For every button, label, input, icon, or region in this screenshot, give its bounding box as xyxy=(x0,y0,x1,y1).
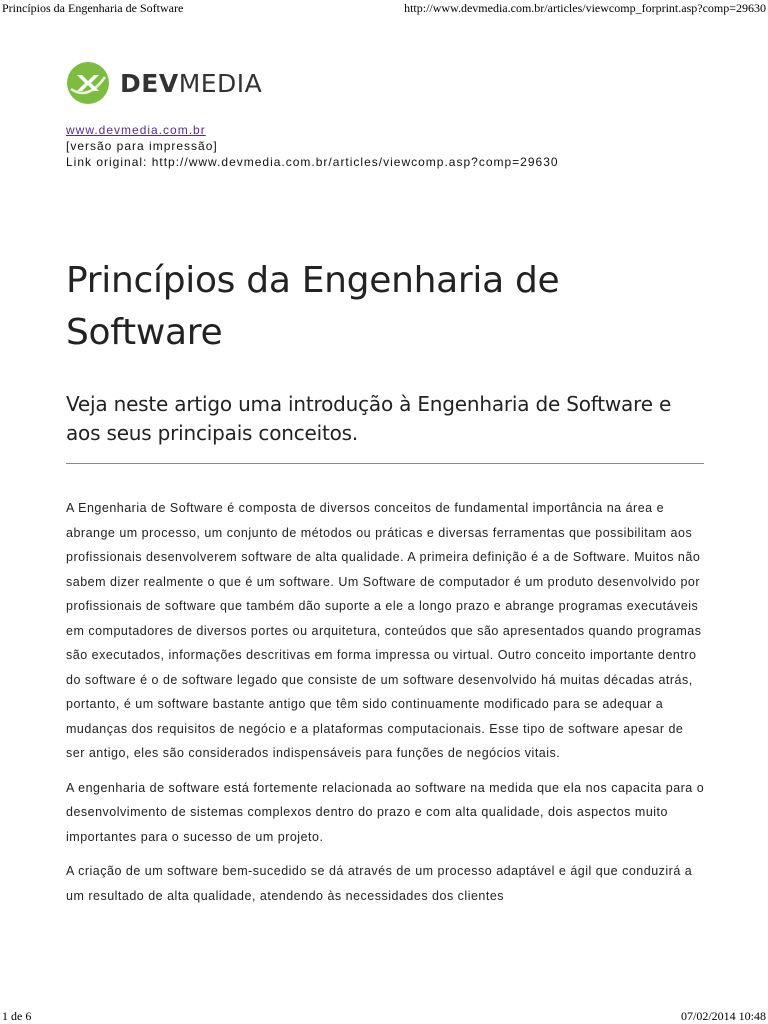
print-header-url: http://www.devmedia.com.br/articles/viewcomp_forprint.asp?comp=29630 xyxy=(404,1,766,15)
article-meta xyxy=(66,122,559,170)
devmedia-logo-icon xyxy=(66,61,110,105)
devmedia-logo-text: DEVMEDIA xyxy=(120,68,263,98)
site-link[interactable]: www.devmedia.com.br xyxy=(66,123,206,137)
page-counter: 1 de 6 xyxy=(2,1009,32,1023)
paragraph: A engenharia de software está fortemente relacionada ao software na medida que ela nos capacita para o desenvolvimento de sistemas complexos dentro do prazo e com alta qualidade, dois aspectos muito importantes para o sucesso de um projeto. xyxy=(66,780,705,844)
article-body xyxy=(66,496,706,918)
print-version-label: [versão para impressão] xyxy=(66,139,218,153)
paragraph: A criação de um software bem-sucedido se dá através de um processo adaptável e ágil que conduzirá a um resultado de alta qualidade, atendendo às necessidades dos clientes xyxy=(66,864,693,903)
paragraph: A Engenharia de Software é composta de diversos conceitos de fundamental importância na área e abrange um processo, um conjunto de métodos ou práticas e diversas ferramentas que possibilitam aos profissionais desenvolverem software de alta qualidade. A primeira definição é a de Software. Muitos não sabem dizer realmente o que é um software. Um Software de computador é um produto desenvolvido por profissionais de software que também dão suporte a ele a longo prazo e abrange programas executáveis em computadores de diversos portes ou arquitetura, conteúdos que são apresentados quando programas são executados, informações descritivas em forma impressa ou virtual. Outro conceito importante dentro do software é o de software legado que consiste de um software desenvolvido há muitas décadas atrás, portanto, é um software bastante antigo que têm sido continuamente modificado para se adequar a mudanças dos requisitos de negócio e a plataformas computacionais. Esse tipo de software apesar de ser antigo, eles são considerados indispensáveis para funções de negócios vitais. xyxy=(66,501,702,760)
article-subtitle: Veja neste artigo uma introdução à Engenharia de Software e aos seus principais conceitos. xyxy=(66,392,672,445)
devmedia-logo[interactable] xyxy=(66,61,262,105)
print-datetime: 07/02/2014 10:48 xyxy=(680,1009,766,1023)
article-title: Princípios da Engenharia de Software xyxy=(66,260,560,353)
print-header xyxy=(0,0,768,16)
divider xyxy=(66,463,704,464)
original-link: Link original: http://www.devmedia.com.br/articles/viewcomp.asp?comp=29630 xyxy=(66,155,559,169)
print-footer xyxy=(0,1008,768,1024)
print-header-title: Princípios da Engenharia de Software xyxy=(2,1,184,15)
